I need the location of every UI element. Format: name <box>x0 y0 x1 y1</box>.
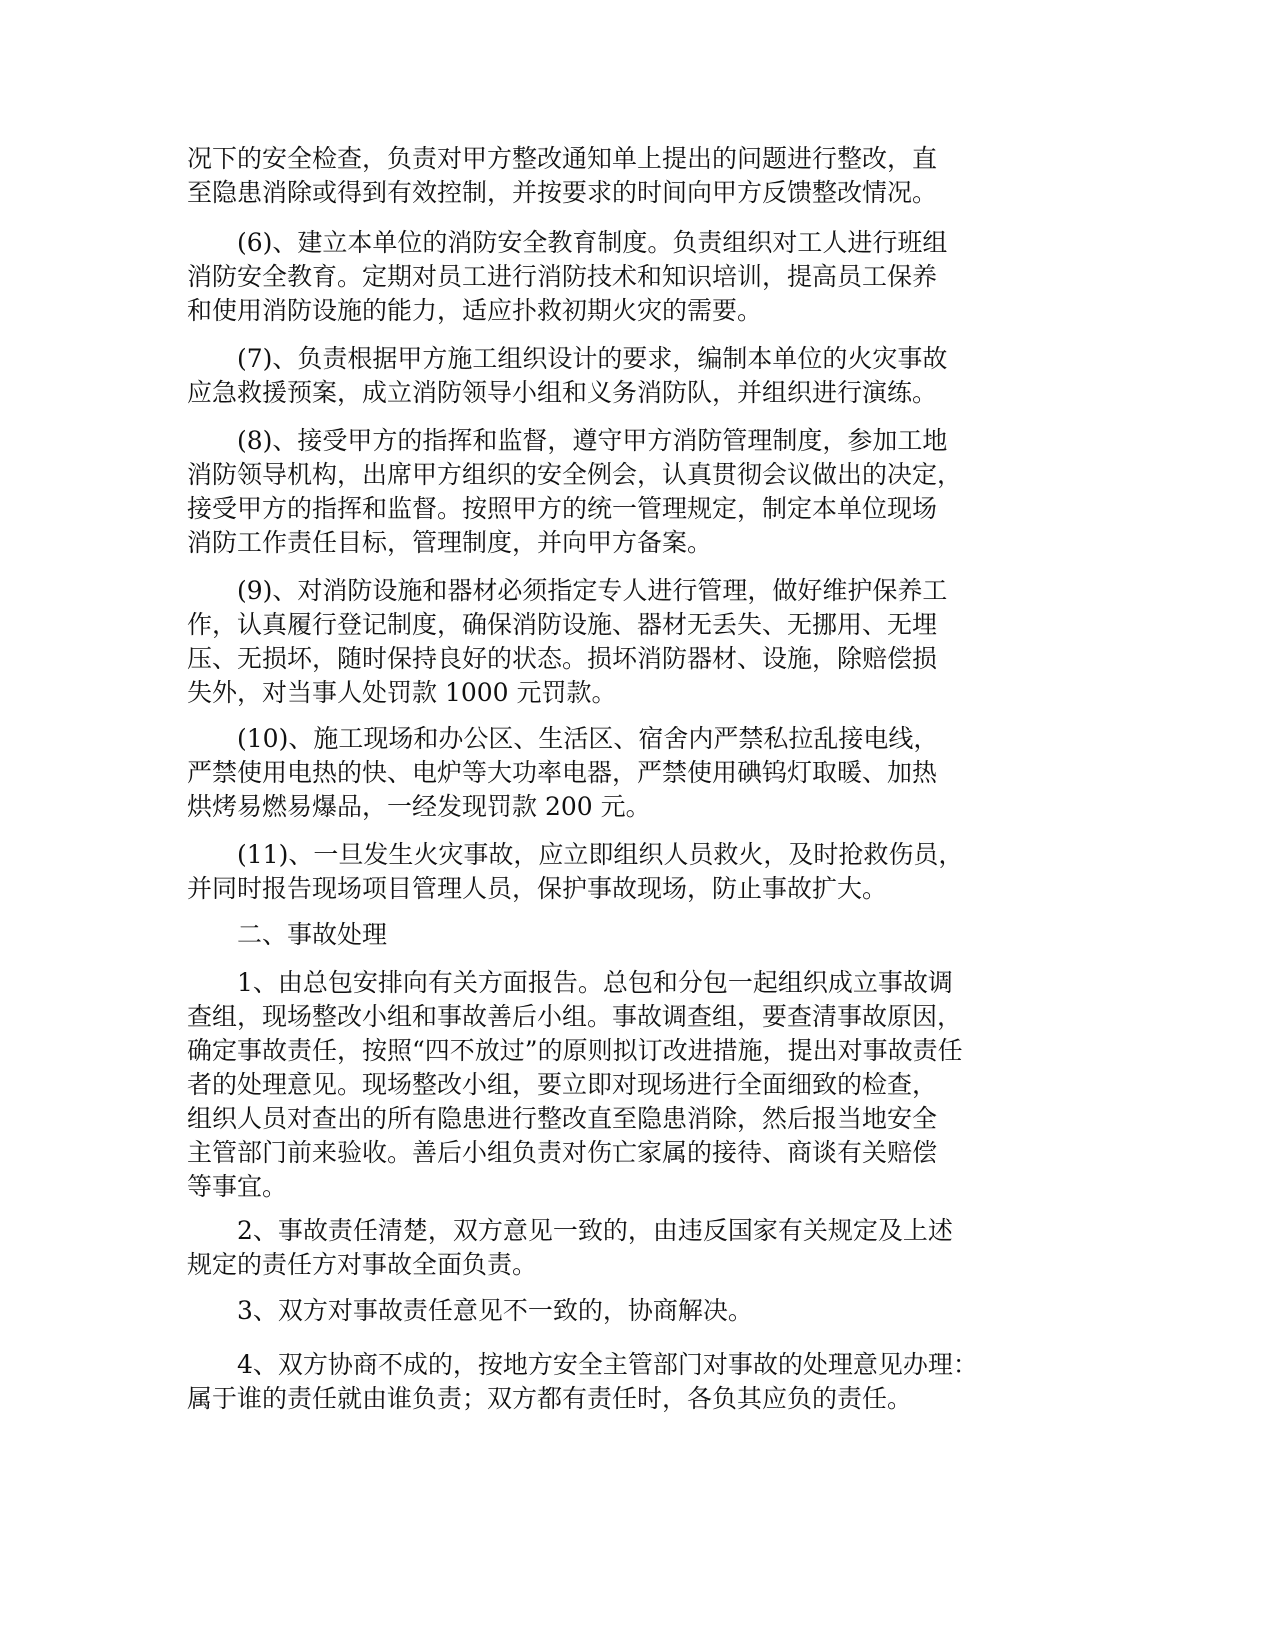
section-heading <box>187 918 1087 952</box>
text-line: 作，认真履行登记制度，确保消防设施、器材无丢失、无挪用、无埋 <box>187 610 938 639</box>
text-line: 4、双方协商不成的，按地方安全主管部门对事故的处理意见办理： <box>187 1350 978 1379</box>
text-line: 3、双方对事故责任意见不一致的，协商解决。 <box>187 1296 753 1325</box>
text-line: 2、事故责任清楚，双方意见一致的，由违反国家有关规定及上述 <box>187 1216 953 1245</box>
text-line: (10)、施工现场和办公区、生活区、宿舍内严禁私拉乱接电线， <box>187 724 939 753</box>
text-line: 消防工作责任目标，管理制度，并向甲方备案。 <box>187 528 713 557</box>
paragraph-item-7 <box>187 342 1087 410</box>
paragraph-item-8 <box>187 424 1087 560</box>
text-line: 压、无损坏，随时保持良好的状态。损坏消防器材、设施，除赔偿损 <box>187 644 938 673</box>
section-heading-text: 二、事故处理 <box>187 920 388 949</box>
text-line: 接受甲方的指挥和监督。按照甲方的统一管理规定，制定本单位现场 <box>187 494 938 523</box>
text-line: (7)、负责根据甲方施工组织设计的要求，编制本单位的火灾事故 <box>187 344 948 373</box>
text-line: 消防领导机构，出席甲方组织的安全例会，认真贯彻会议做出的决定， <box>187 460 963 489</box>
text-line: 烘烤易燃易爆品，一经发现罚款 200 元。 <box>187 792 651 821</box>
text-line: 等事宜。 <box>187 1172 288 1201</box>
paragraph-item-10 <box>187 722 1087 824</box>
paragraph-item-3 <box>187 1294 1087 1328</box>
text-line: 严禁使用电热的快、电炉等大功率电器，严禁使用碘钨灯取暖、加热 <box>187 758 938 787</box>
text-line: 属于谁的责任就由谁负责；双方都有责任时，各负其应负的责任。 <box>187 1384 913 1413</box>
text-line: 和使用消防设施的能力，适应扑救初期火灾的需要。 <box>187 296 763 325</box>
text-line: 组织人员对查出的所有隐患进行整改直至隐患消除，然后报当地安全 <box>187 1104 938 1133</box>
text-line: (6)、建立本单位的消防安全教育制度。负责组织对工人进行班组 <box>187 228 948 257</box>
paragraph-item-6 <box>187 226 1087 328</box>
text-line: 者的处理意见。现场整改小组，要立即对现场进行全面细致的检查， <box>187 1070 938 1099</box>
paragraph-item-11 <box>187 838 1087 906</box>
paragraph-item-2 <box>187 1214 1087 1282</box>
text-line: (11)、一旦发生火灾事故，应立即组织人员救火，及时抢救伤员， <box>187 840 964 869</box>
text-line: (8)、接受甲方的指挥和监督，遵守甲方消防管理制度，参加工地 <box>187 426 948 455</box>
paragraph-item-1 <box>187 966 1087 1204</box>
text-line: 并同时报告现场项目管理人员，保护事故现场，防止事故扩大。 <box>187 874 888 903</box>
text-line: (9)、对消防设施和器材必须指定专人进行管理，做好维护保养工 <box>187 576 948 605</box>
text-line: 应急救援预案，成立消防领导小组和义务消防队，并组织进行演练。 <box>187 378 938 407</box>
text-line: 确定事故责任，按照“四不放过”的原则拟订改进措施，提出对事故责任 <box>187 1036 963 1065</box>
text-line: 至隐患消除或得到有效控制，并按要求的时间向甲方反馈整改情况。 <box>187 178 938 207</box>
text-line: 规定的责任方对事故全面负责。 <box>187 1250 538 1279</box>
text-line: 失外，对当事人处罚款 1000 元罚款。 <box>187 678 617 707</box>
text-line: 主管部门前来验收。善后小组负责对伤亡家属的接待、商谈有关赔偿 <box>187 1138 938 1167</box>
paragraph-item-9 <box>187 574 1087 710</box>
paragraph-continued <box>187 142 1087 210</box>
paragraph-item-4 <box>187 1348 1087 1416</box>
text-line: 1、由总包安排向有关方面报告。总包和分包一起组织成立事故调 <box>187 968 953 997</box>
text-line: 况下的安全检查，负责对甲方整改通知单上提出的问题进行整改，直 <box>187 144 938 173</box>
text-line: 查组，现场整改小组和事故善后小组。事故调查组，要查清事故原因， <box>187 1002 963 1031</box>
text-line: 消防安全教育。定期对员工进行消防技术和知识培训，提高员工保养 <box>187 262 938 291</box>
